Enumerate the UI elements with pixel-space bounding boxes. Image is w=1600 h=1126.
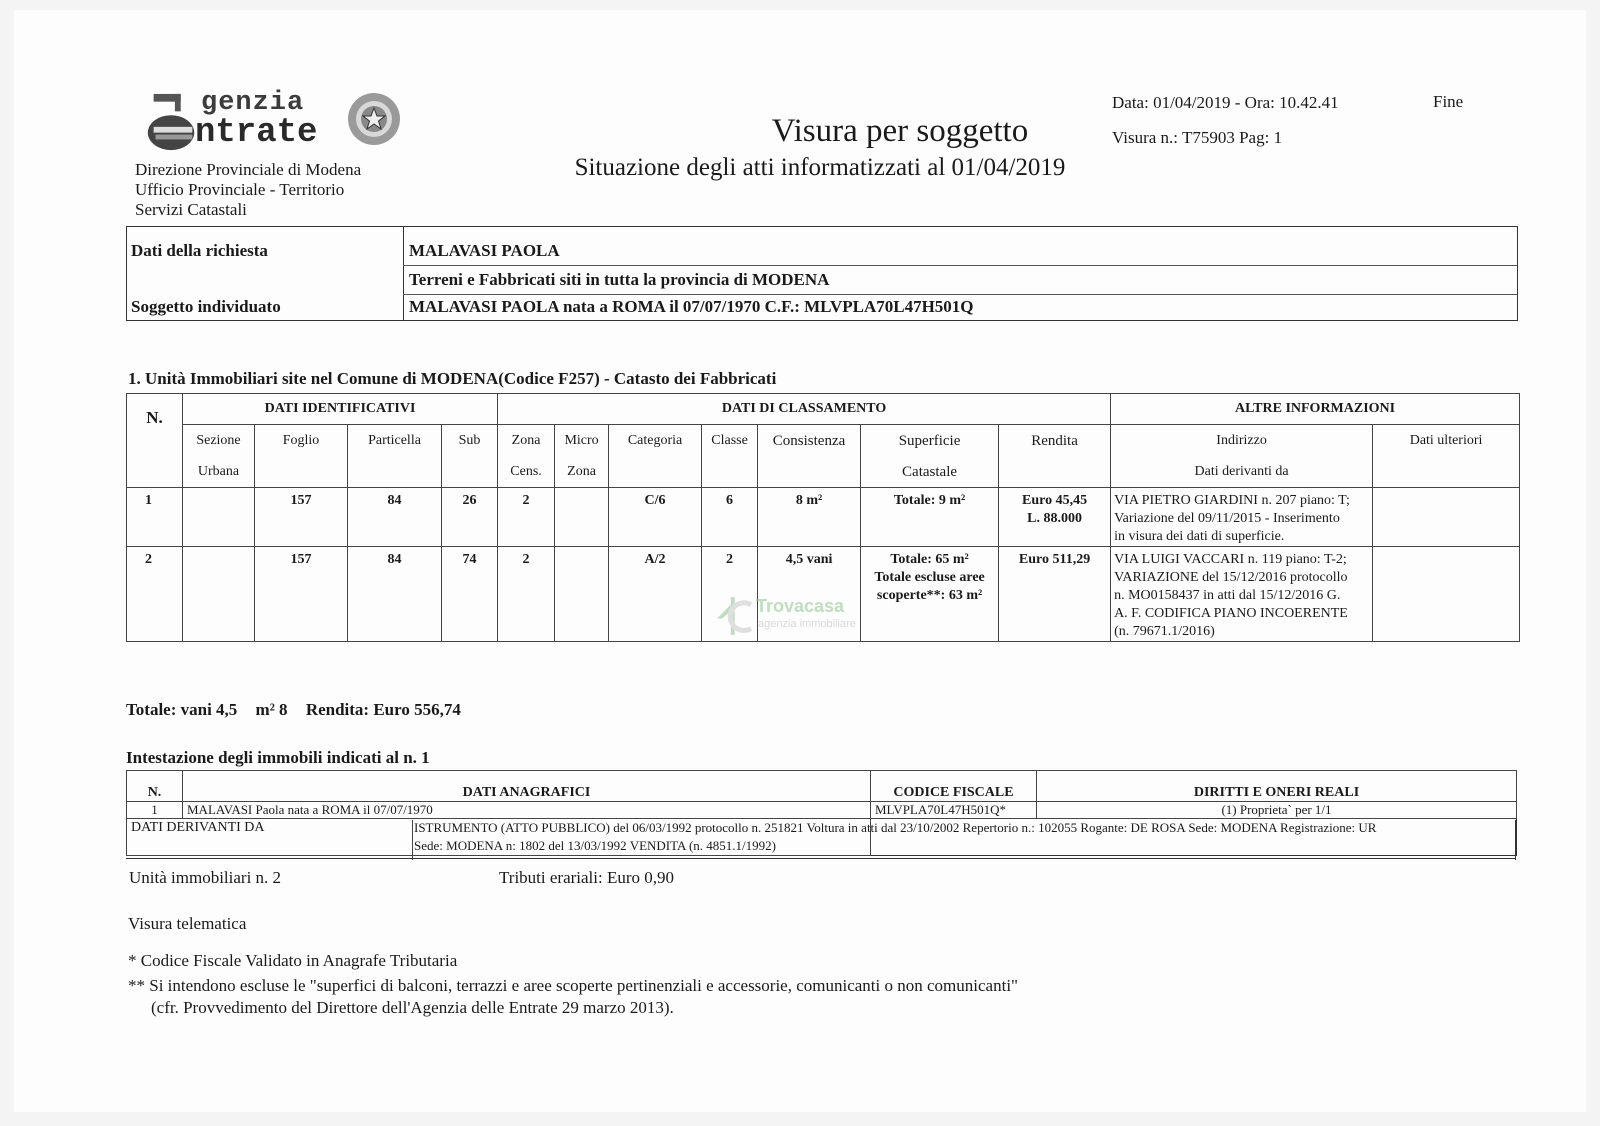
cell-n: 1 bbox=[127, 488, 183, 547]
cell-categoria: A/2 bbox=[609, 547, 702, 642]
watermark-tagline: agenzia immobiliare bbox=[758, 618, 856, 630]
col-foglio: Foglio bbox=[255, 425, 348, 488]
cell-n: 2 bbox=[127, 547, 183, 642]
cell-indirizzo bbox=[1111, 488, 1373, 547]
col-codice-fiscale: CODICE FISCALE bbox=[871, 771, 1037, 802]
divider bbox=[403, 265, 1517, 266]
deriv-line: Sede: MODENA n: 1802 del 13/03/1992 VENDITA (n. 4851.1/1992) bbox=[414, 838, 776, 853]
visura-number: Visura n.: T75903 Pag: 1 bbox=[1112, 128, 1283, 147]
group-altre-informazioni: ALTRE INFORMAZIONI bbox=[1111, 394, 1520, 425]
date-time: Data: 01/04/2019 - Ora: 10.42.41 bbox=[1112, 93, 1339, 112]
cell-superficie bbox=[861, 547, 999, 642]
cell-indirizzo bbox=[1111, 547, 1373, 642]
col-dati-anagrafici: DATI ANAGRAFICI bbox=[183, 771, 871, 802]
col-rendita: Rendita bbox=[999, 425, 1111, 488]
trovacasa-watermark bbox=[712, 594, 862, 638]
cell-sub: 26 bbox=[442, 488, 498, 547]
cell-particella: 84 bbox=[348, 547, 442, 642]
divider bbox=[403, 294, 1517, 295]
col-n: N. bbox=[127, 771, 183, 802]
total-vani: Totale: vani 4,5 bbox=[126, 700, 238, 719]
tributi-erariali: Tributi erariali: Euro 0,90 bbox=[499, 868, 675, 887]
cell-zona: 2 bbox=[498, 488, 555, 547]
col-zona: Zona bbox=[498, 425, 555, 458]
col-particella: Particella bbox=[348, 425, 442, 488]
rendita-euro: Euro 45,45 bbox=[1022, 493, 1088, 508]
table-row bbox=[127, 802, 1517, 819]
cell-diritti: (1) Proprieta` per 1/1 bbox=[1037, 802, 1517, 819]
logo-e-glyph-icon bbox=[145, 92, 199, 152]
footnote-1: * Codice Fiscale Validato in Anagrafe Tributaria bbox=[128, 951, 458, 970]
watermark-brand: Trovacasa bbox=[756, 596, 845, 616]
request-box bbox=[126, 226, 1518, 321]
group-identificativi: DATI IDENTIFICATIVI bbox=[183, 394, 498, 425]
section-title: Intestazione degli immobili indicati al n. 1 bbox=[126, 748, 430, 767]
request-label: Dati della richiesta bbox=[131, 241, 268, 260]
subject-identified: MALAVASI PAOLA nata a ROMA il 07/07/1970 C.F.: MLVPLA70L47H501Q bbox=[409, 297, 974, 316]
col-indirizzo: Indirizzo bbox=[1111, 425, 1373, 458]
col-micro: Micro bbox=[555, 425, 609, 458]
logo-text-top: genzia bbox=[201, 88, 305, 118]
request-name: MALAVASI PAOLA bbox=[409, 241, 560, 260]
cell-micro bbox=[555, 547, 609, 642]
cell-classe: 6 bbox=[702, 488, 758, 547]
agenzia-entrate-logo bbox=[145, 88, 407, 158]
footnote-2-ref: (cfr. Provvedimento del Direttore dell'Agenzia delle Entrate 29 marzo 2013). bbox=[151, 998, 674, 1017]
office-line: Ufficio Provinciale - Territorio bbox=[135, 180, 345, 199]
col-superficie: Superficie bbox=[861, 425, 999, 458]
divider bbox=[126, 858, 1516, 859]
logo-text-bottom: ntrate bbox=[195, 114, 318, 152]
request-scope: Terreni e Fabbricati siti in tutta la provincia di MODENA bbox=[409, 270, 830, 289]
divider bbox=[412, 820, 413, 860]
cell-n: 1 bbox=[127, 802, 183, 819]
address-line: VIA PIETRO GIARDINI n. 207 piano: T; bbox=[1114, 493, 1350, 508]
col-n: N. bbox=[127, 394, 183, 488]
cell-consistenza: 8 m² bbox=[758, 488, 861, 547]
cell-rendita bbox=[999, 547, 1111, 642]
footnote-2: ** Si intendono escluse le "superfici di balconi, terrazzi e aree scoperte pertinenziali e accessorie, comunicanti o non comunicanti" bbox=[128, 976, 1018, 995]
col-superficie-line2: Catastale bbox=[861, 457, 999, 488]
col-zona-line2: Cens. bbox=[498, 457, 555, 488]
col-dati-ulteriori: Dati ulteriori bbox=[1373, 425, 1520, 488]
cell-codice-fiscale: MLVPLA70L47H501Q* bbox=[871, 802, 1037, 819]
group-classamento: DATI DI CLASSAMENTO bbox=[498, 394, 1111, 425]
end-marker: Fine bbox=[1433, 92, 1464, 111]
cell-foglio: 157 bbox=[255, 547, 348, 642]
divider bbox=[403, 227, 404, 320]
address-line: VIA LUIGI VACCARI n. 119 piano: T-2; bbox=[1114, 552, 1347, 567]
document-subtitle: Situazione degli atti informatizzati al 01/04/2019 bbox=[574, 154, 1066, 181]
cell-sub: 74 bbox=[442, 547, 498, 642]
address-line: in visura dei dati di superficie. bbox=[1114, 529, 1285, 544]
cell-foglio: 157 bbox=[255, 488, 348, 547]
deriv-label-text: DATI DERIVANTI DA bbox=[131, 820, 265, 835]
cell-sezione bbox=[183, 547, 255, 642]
superficie-line: Totale: 65 m² bbox=[890, 552, 969, 567]
address-line: A. F. CODIFICA PIANO INCOERENTE bbox=[1114, 606, 1348, 621]
watermark-logo-icon bbox=[712, 594, 756, 638]
document-title: Visura per soggetto bbox=[771, 113, 1029, 149]
cell-sezione bbox=[183, 488, 255, 547]
subject-label: Soggetto individuato bbox=[131, 297, 281, 316]
col-sezione-line2: Urbana bbox=[183, 457, 255, 488]
cell-zona: 2 bbox=[498, 547, 555, 642]
col-sezione: Sezione bbox=[183, 425, 255, 458]
units-count: Unità immobiliari n. 2 bbox=[129, 868, 282, 887]
office-line: Servizi Catastali bbox=[135, 200, 247, 219]
cell-consistenza: 4,5 vani bbox=[758, 547, 861, 642]
office-info bbox=[135, 160, 361, 220]
address-line: (n. 79671.1/2016) bbox=[1114, 624, 1215, 639]
cell-ulteriori bbox=[1373, 547, 1520, 642]
republic-emblem-icon bbox=[345, 90, 403, 148]
superficie-line: scoperte**: 63 m² bbox=[876, 588, 983, 603]
rendita-euro: Euro 511,29 bbox=[1018, 552, 1091, 567]
deriv-text bbox=[414, 819, 1514, 855]
cell-rendita bbox=[999, 488, 1111, 547]
col-indirizzo-line2: Dati derivanti da bbox=[1111, 457, 1373, 488]
divider bbox=[1515, 820, 1516, 860]
cell-ulteriori bbox=[1373, 488, 1520, 547]
section-title: 1. Unità Immobiliari site nel Comune di MODENA(Codice F257) - Catasto dei Fabbricati bbox=[128, 369, 777, 388]
visura-telematica: Visura telematica bbox=[128, 914, 247, 933]
rendita-lire: L. 88.000 bbox=[1027, 511, 1082, 526]
cell-particella: 84 bbox=[348, 488, 442, 547]
office-line: Direzione Provinciale di Modena bbox=[135, 160, 362, 179]
col-classe: Classe bbox=[702, 425, 758, 488]
deriv-line: ISTRUMENTO (ATTO PUBBLICO) del 06/03/1992 protocollo n. 251821 Voltura in atti dal 23/10/2002 Repertorio n.: 102055 Rogante: DE ROSA Sede: MODENA Registrazione: UR bbox=[414, 820, 1377, 835]
totals-line bbox=[126, 700, 475, 720]
cell-classe: 2 bbox=[702, 547, 758, 642]
address-line: Variazione del 09/11/2015 - Inserimento bbox=[1114, 511, 1340, 526]
table-row bbox=[127, 488, 1520, 547]
col-diritti: DIRITTI E ONERI REALI bbox=[1037, 771, 1517, 802]
col-micro-line2: Zona bbox=[555, 457, 609, 488]
total-m2: m² 8 bbox=[255, 700, 288, 719]
address-line: n. MO0158437 in atti dal 15/12/2016 G. bbox=[1114, 588, 1341, 603]
col-consistenza: Consistenza bbox=[758, 425, 861, 488]
cell-micro bbox=[555, 488, 609, 547]
address-line: VARIAZIONE del 15/12/2016 protocollo bbox=[1114, 570, 1348, 585]
superficie-line: Totale: 9 m² bbox=[893, 493, 966, 508]
superficie-line: Totale escluse aree bbox=[874, 570, 985, 585]
total-rendita: Rendita: Euro 556,74 bbox=[305, 700, 461, 719]
cell-superficie bbox=[861, 488, 999, 547]
cell-categoria: C/6 bbox=[609, 488, 702, 547]
cell-anagrafici: MALAVASI Paola nata a ROMA il 07/07/1970 bbox=[183, 802, 871, 819]
col-sub: Sub bbox=[442, 425, 498, 488]
col-categoria: Categoria bbox=[609, 425, 702, 488]
